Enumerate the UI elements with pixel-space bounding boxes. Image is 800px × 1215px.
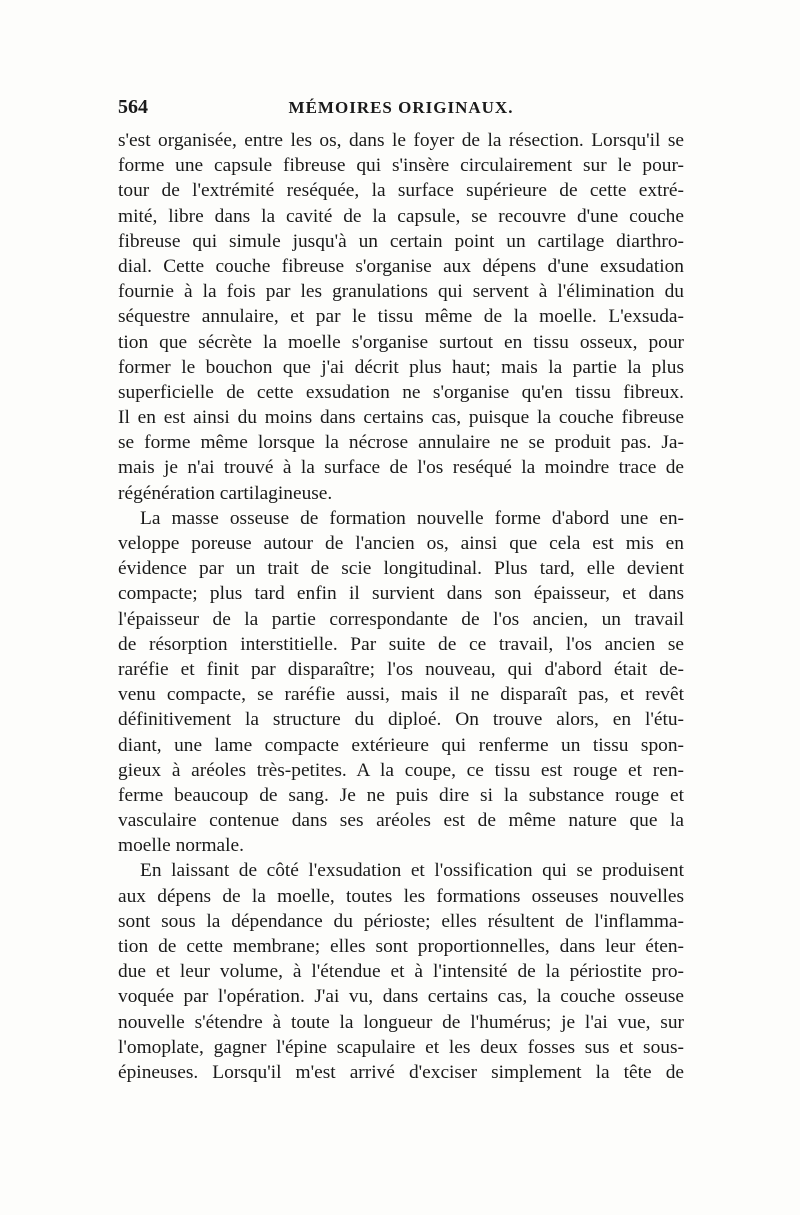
text-line: veloppe poreuse autour de l'ancien os, ainsi que cela est mis en xyxy=(118,533,684,554)
text-line: gieux à aréoles très-petites. A la coupe, ce tissu est rouge et ren- xyxy=(118,759,684,781)
text-line: évidence par un trait de scie longitudinal. Plus tard, elle devient xyxy=(118,558,684,580)
text-line: l'épaisseur de la partie correspondante de l'os ancien, un travail xyxy=(118,608,684,630)
text-line: aux dépens de la moelle, toutes les formations osseuses nouvelles xyxy=(118,885,684,907)
running-title: MÉMOIRES ORIGINAUX. xyxy=(288,98,514,117)
text-line: vasculaire contenue dans ses aréoles est de même nature que la xyxy=(118,810,684,832)
text-line: venu compacte, se raréfie aussi, mais il ne disparaît pas, et revêt xyxy=(118,684,684,706)
text-line: sont sous la dépendance du périoste; elles résultent de l'inflamma- xyxy=(118,910,684,932)
text-line: dial. Cette couche fibreuse s'organise aux dépens d'une exsudation xyxy=(118,255,684,277)
paragraph-end-line: moelle normale. xyxy=(118,835,244,857)
text-line: mais je n'ai trouvé à la surface de l'os reséqué la moindre trace de xyxy=(118,457,684,479)
text-line: diant, une lame compacte extérieure qui renferme un tissu spon- xyxy=(118,734,684,756)
text-line: tion de cette membrane; elles sont proportionnelles, dans leur éten- xyxy=(118,936,684,957)
text-line: compacte; plus tard enfin il survient dans son épaisseur, et dans xyxy=(118,583,684,605)
text-line: superficielle de cette exsudation ne s'organise qu'en tissu fibreux. xyxy=(118,381,684,403)
text-line: ferme beaucoup de sang. Je ne puis dire si la substance rouge et xyxy=(118,784,684,806)
text-line: épineuses. Lorsqu'il m'est arrivé d'exciser simplement la tête de xyxy=(118,1061,684,1083)
text-line: Il en est ainsi du moins dans certains cas, puisque la couche fibreuse xyxy=(118,407,684,429)
paragraph-first-line: En laissant de côté l'exsudation et l'ossification qui se produisent xyxy=(140,860,684,882)
text-line: forme une capsule fibreuse qui s'insère circulairement sur le pour- xyxy=(118,155,684,177)
text-line: séquestre annulaire, et par le tissu même de la moelle. L'exsuda- xyxy=(118,306,684,328)
text-line: due et leur volume, à l'étendue et à l'intensité de la périostite pro- xyxy=(118,961,684,983)
body-text xyxy=(118,128,684,1085)
text-line: voquée par l'opération. J'ai vu, dans certains cas, la couche osseuse xyxy=(118,986,684,1008)
text-line: l'omoplate, gagner l'épine scapulaire et les deux fosses sus et sous- xyxy=(118,1036,684,1058)
text-line: s'est organisée, entre les os, dans le foyer de la résection. Lorsqu'il se xyxy=(118,130,684,151)
text-line: tion que sécrète la moelle s'organise surtout en tissu osseux, pour xyxy=(118,331,684,353)
text-line: raréfie et finit par disparaître; l'os nouveau, qui d'abord était de- xyxy=(118,658,684,680)
page-number: 564 xyxy=(118,96,148,118)
paragraph-first-line: La masse osseuse de formation nouvelle forme d'abord une en- xyxy=(140,507,684,529)
text-line: tour de l'extrémité reséquée, la surface supérieure de cette extré- xyxy=(118,180,684,202)
text-line: se forme même lorsque la nécrose annulaire ne se produit pas. Ja- xyxy=(118,432,684,454)
text-line: définitivement la structure du diploé. On trouve alors, en l'étu- xyxy=(118,709,684,731)
running-head xyxy=(118,96,684,124)
text-line: fournie à la fois par les granulations qui servent à l'élimination du xyxy=(118,281,684,303)
paragraph-end-line: régénération cartilagineuse. xyxy=(118,482,333,504)
text-line: fibreuse qui simule jusqu'à un certain point un cartilage diarthro- xyxy=(118,230,684,252)
text-line: nouvelle s'étendre à toute la longueur de l'humérus; je l'ai vue, sur xyxy=(118,1011,684,1033)
text-line: mité, libre dans la cavité de la capsule, se recouvre d'une couche xyxy=(118,205,684,227)
text-line: former le bouchon que j'ai décrit plus haut; mais la partie la plus xyxy=(118,356,684,378)
text-line: de résorption interstitielle. Par suite de ce travail, l'os ancien se xyxy=(118,633,684,655)
